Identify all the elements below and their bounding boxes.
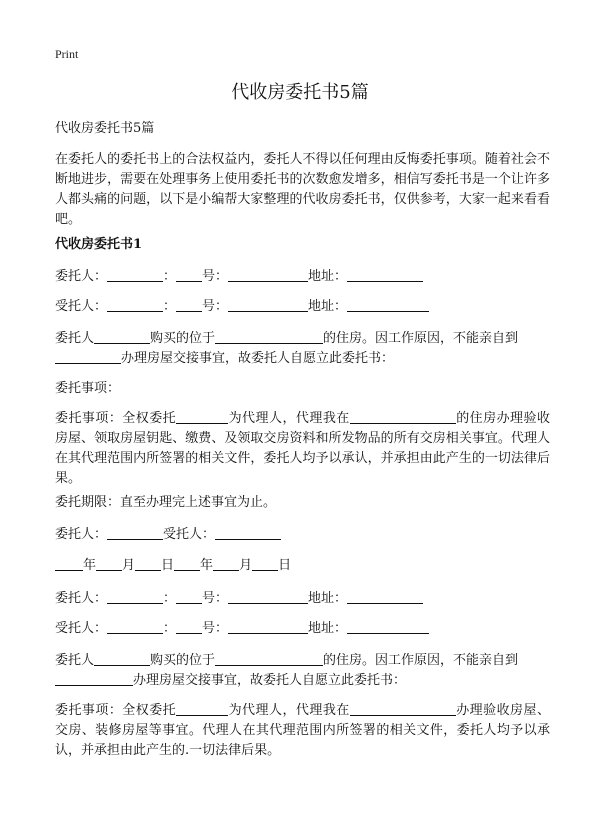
trustee-name-blank[interactable] [107, 297, 163, 312]
month-blank[interactable] [213, 556, 239, 571]
purchase-clause-line2 [55, 671, 550, 691]
address-label: 地址： [308, 621, 348, 636]
trustee-label: 受托人： [55, 299, 108, 314]
id-type-blank[interactable] [176, 619, 202, 634]
handover-place-blank[interactable] [55, 349, 121, 364]
entrustor-text: 委托人 [55, 653, 95, 668]
period-text: 委托期限：直至办理完上述事宜为止。 [55, 495, 277, 510]
number-label: 号： [202, 621, 229, 636]
id-type-blank[interactable] [176, 297, 202, 312]
property-location-blank[interactable] [215, 329, 323, 344]
entrustor-label: 委托人： [55, 527, 108, 542]
agent-name-blank[interactable] [176, 701, 228, 716]
as-agent-text: 为代理人，代理我在 [228, 411, 350, 426]
trustee-signature-blank[interactable] [215, 525, 281, 540]
house-due-text: 的住房。因工作原因，不能亲自到 [323, 331, 519, 346]
month-label: 月 [239, 558, 253, 573]
entrustor-info-row [55, 267, 550, 287]
entrustor-text: 委托人 [55, 331, 95, 346]
trustee-name-blank[interactable] [107, 619, 163, 634]
entrustor-label: 委托人： [55, 269, 108, 284]
number-label: 号： [202, 591, 229, 606]
colon-text: ： [163, 621, 177, 636]
number-label: 号： [202, 299, 229, 314]
matters-paragraph [55, 701, 550, 761]
address-blank[interactable] [347, 297, 429, 312]
day-blank[interactable] [135, 556, 161, 571]
trustee-info-row [55, 297, 550, 317]
day-label: 日 [278, 558, 292, 573]
day-label: 日 [161, 558, 175, 573]
year-blank[interactable] [174, 556, 200, 571]
matters-paragraph [55, 409, 550, 489]
date-row [55, 556, 550, 576]
id-type-blank[interactable] [176, 267, 202, 282]
as-agent-text: 为代理人，代理我在 [228, 703, 350, 718]
signature-row [55, 525, 550, 545]
matters-rest-text: 的住房办理验收房屋、领取房屋钥匙、缴费、及领取交房资料和所发物品的所有交房相关事宜。代理人在其代理范围内所签署的相关文件，委托人均予以承认，并承担由此产生的一切法律后果。 [55, 411, 550, 486]
id-number-blank[interactable] [228, 267, 308, 282]
entrustor-signature-blank[interactable] [107, 525, 163, 540]
address-label: 地址： [308, 591, 348, 606]
month-label: 月 [122, 558, 136, 573]
entrustor-label: 委托人： [55, 591, 108, 606]
trustee-info-row [55, 619, 550, 639]
number-label: 号： [202, 269, 229, 284]
print-link[interactable]: Print [55, 47, 79, 61]
entrustor-name-blank[interactable] [94, 329, 150, 344]
section-heading: 代收房委托书1 [55, 237, 143, 252]
purchase-clause-line1 [55, 651, 550, 671]
handover-text: 办理房屋交接事宜，故委托人自愿立此委托书： [121, 351, 395, 366]
id-number-blank[interactable] [228, 589, 308, 604]
id-type-blank[interactable] [176, 589, 202, 604]
purchase-clause-line2 [55, 349, 550, 369]
handover-place-blank[interactable] [55, 671, 133, 686]
year-blank[interactable] [55, 556, 83, 571]
agent-name-blank[interactable] [176, 409, 228, 424]
intro-paragraph: 在委托人的委托书上的合法权益内，委托人不得以任何理由反悔委托事项。随着社会不断地进步，需要在处理事务上使用委托书的次数愈发增多，相信写委托书是一个让许多人都头痛的问题，以下是小编帮大家整理的代收房委托书，仅供参考，大家一起来看看吧。 [55, 152, 550, 227]
address-blank[interactable] [347, 589, 423, 604]
entrustor-name-blank[interactable] [94, 651, 150, 666]
entrustor-name-blank[interactable] [107, 589, 163, 604]
matters-rest-text: 办理验收房屋、交房、装修房屋等事宜。代理人在其代理范围内所签署的相关文件，委托人均予以承认，并承担由此产生的.一切法律后果。 [55, 703, 550, 758]
document-title: 代收房委托书5篇 [231, 82, 369, 103]
bought-at-text: 购买的位于 [150, 331, 216, 346]
address-label: 地址： [308, 269, 348, 284]
colon-text: ： [163, 269, 177, 284]
colon-text: ： [163, 299, 177, 314]
trustee-label: 受托人： [163, 527, 216, 542]
bought-at-text: 购买的位于 [150, 653, 216, 668]
trustee-label: 受托人： [55, 621, 108, 636]
entrustor-name-blank[interactable] [107, 267, 163, 282]
address-blank[interactable] [347, 267, 423, 282]
year-label: 年 [83, 558, 97, 573]
month-blank[interactable] [96, 556, 122, 571]
address-label: 地址： [308, 299, 348, 314]
matters-prefix-text: 委托事项：全权委托 [55, 703, 177, 718]
house-due-text: 的住房。因工作原因，不能亲自到 [323, 653, 519, 668]
matters-prefix-text: 委托事项：全权委托 [55, 411, 177, 426]
matters-heading: 委托事项： [55, 381, 121, 396]
colon-text: ： [163, 591, 177, 606]
property-location-blank[interactable] [350, 701, 456, 716]
day-blank[interactable] [252, 556, 278, 571]
entrustor-info-row [55, 589, 550, 609]
property-location-blank[interactable] [350, 409, 456, 424]
address-blank[interactable] [347, 619, 429, 634]
intro-heading: 代收房委托书5篇 [55, 121, 155, 136]
year-label: 年 [200, 558, 214, 573]
purchase-clause-line1 [55, 329, 550, 349]
property-location-blank[interactable] [215, 651, 323, 666]
id-number-blank[interactable] [228, 297, 308, 312]
id-number-blank[interactable] [228, 619, 308, 634]
handover-text: 办理房屋交接事宜，故委托人自愿立此委托书： [133, 673, 407, 688]
